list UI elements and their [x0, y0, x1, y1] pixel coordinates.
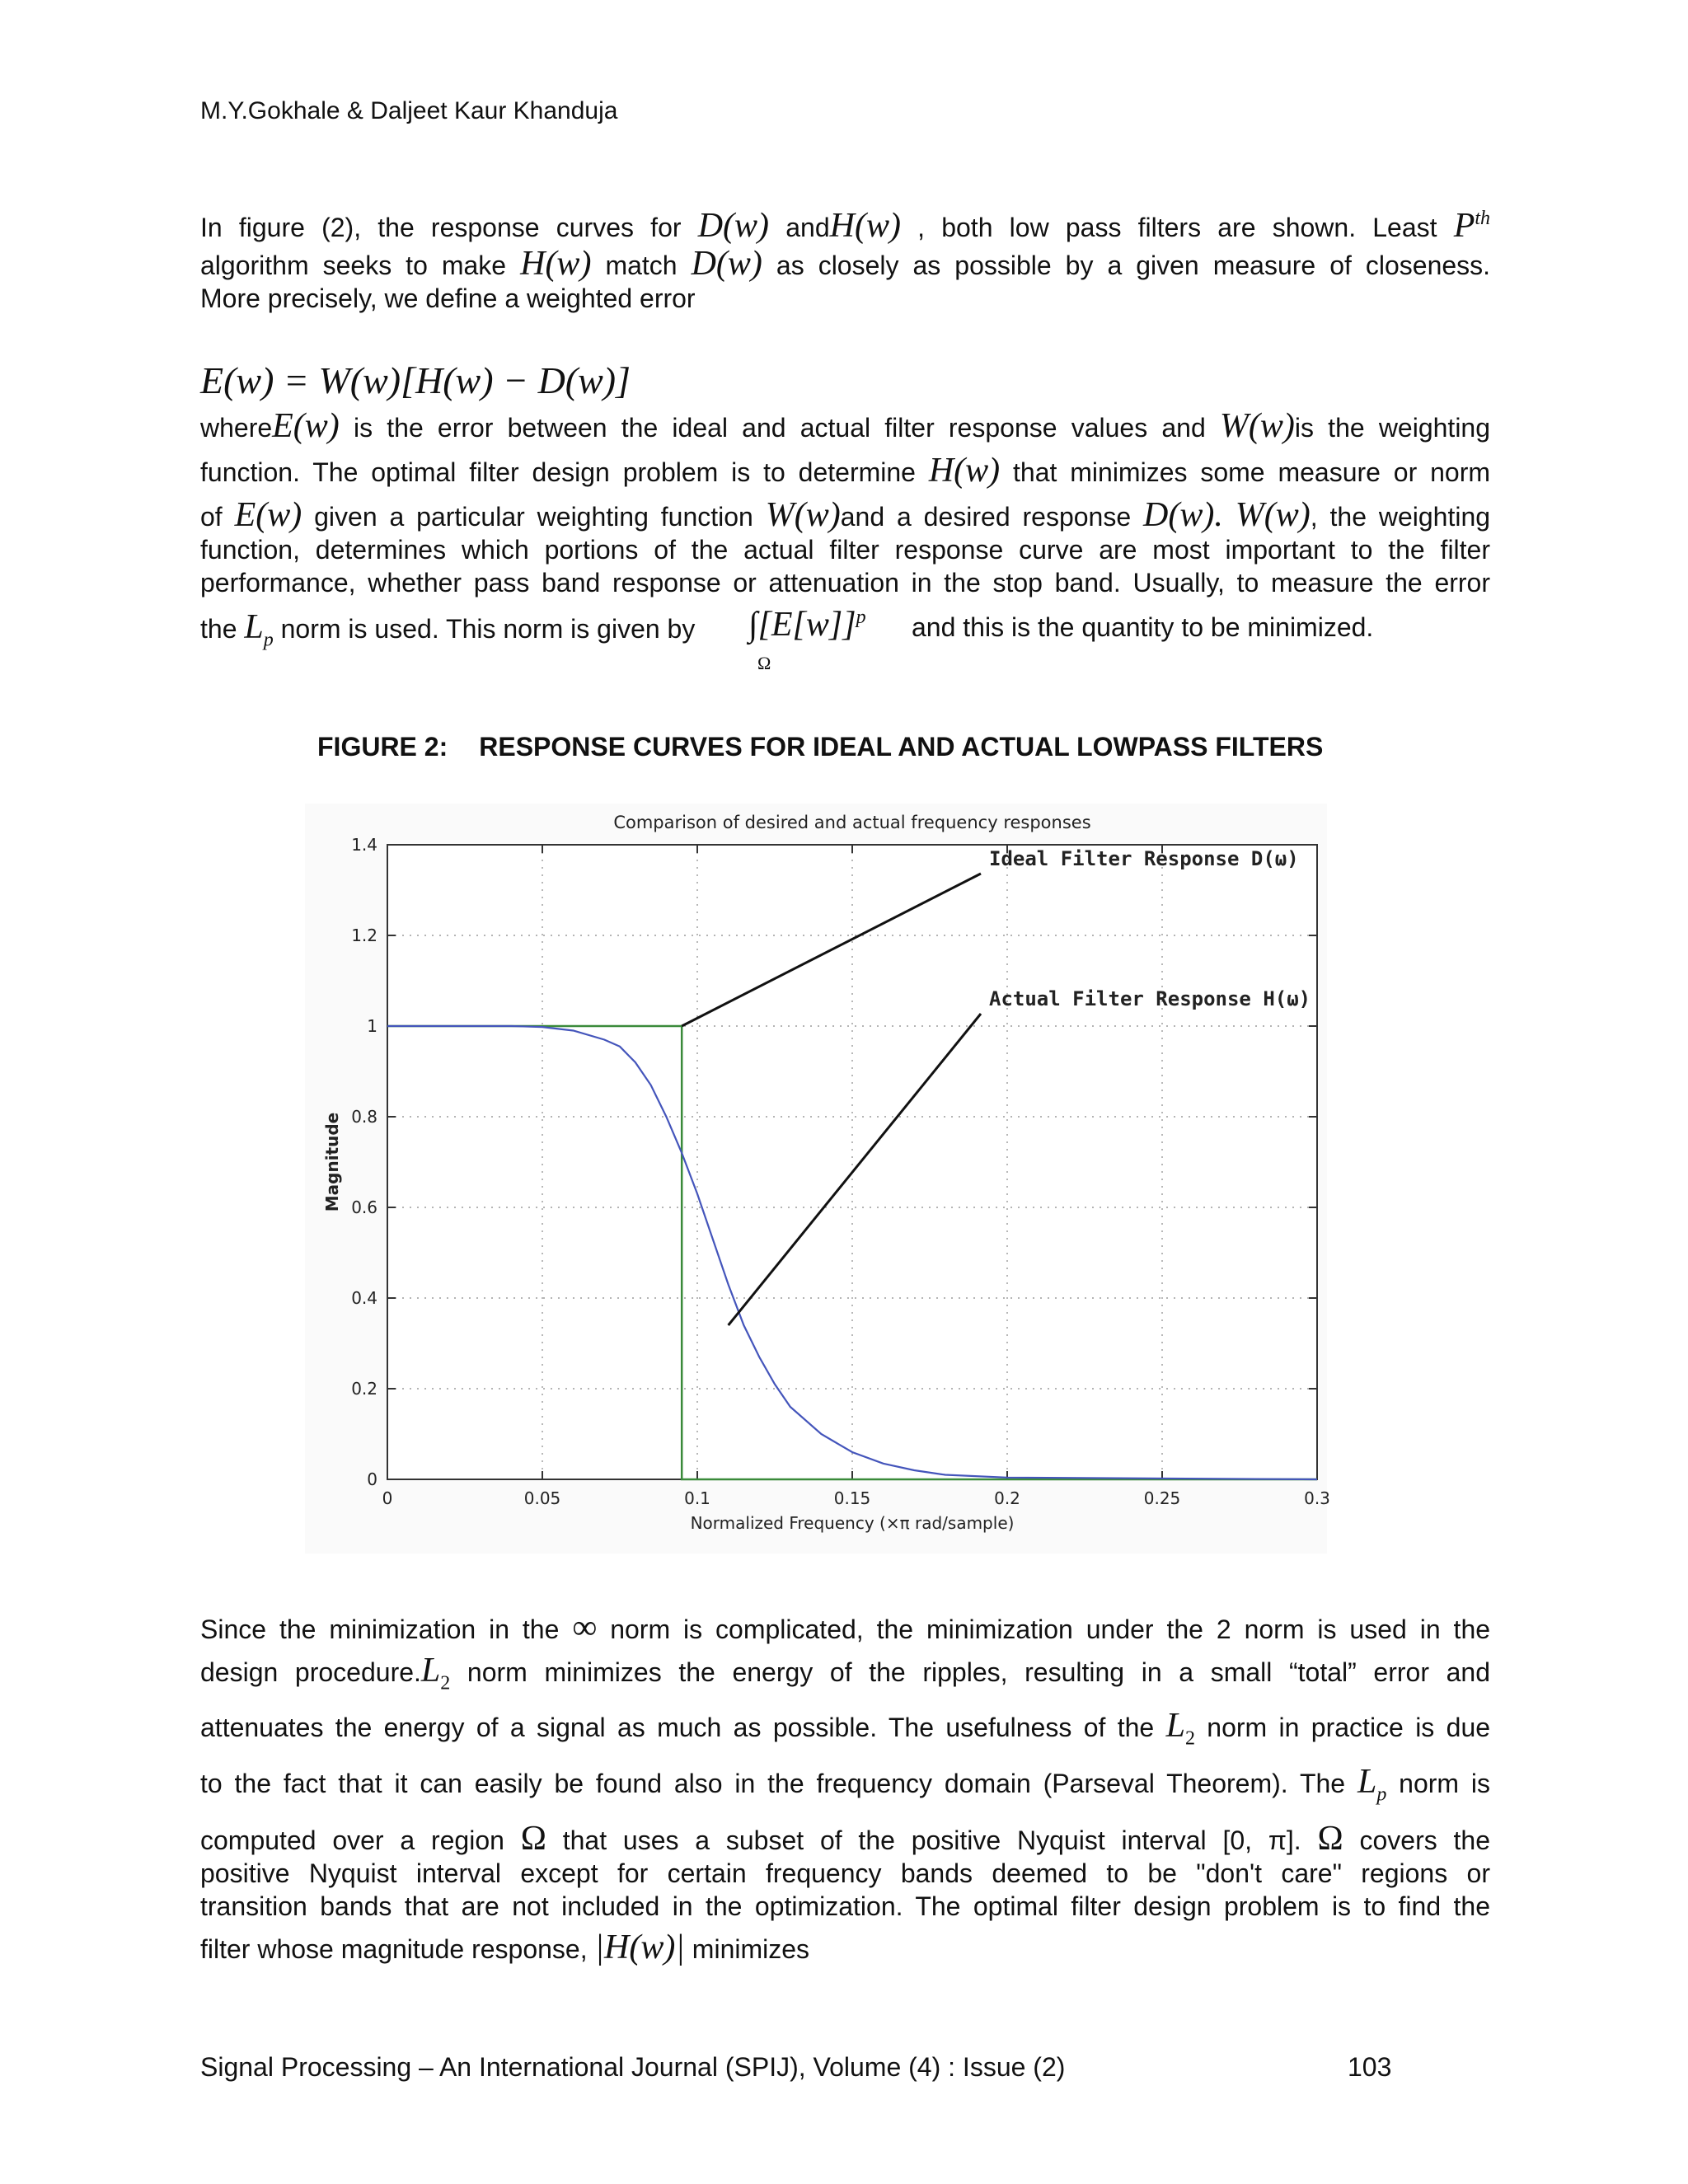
- paragraph-2-line-4: function, determines which portions of the actual filter response curve are most important to the filter: [200, 535, 1490, 565]
- y-tick-label: 0.6: [351, 1197, 377, 1217]
- math-integral: $\int[E[w]]^p$: [748, 606, 866, 644]
- paragraph-3-line-1: Since the minimization in the ∞ norm is complicated, the minimization under the 2 norm is used in the: [200, 1609, 1491, 1647]
- paragraph-3-line-2: design $procedure.L_2$ norm minimizes the energy of the ripples, resulting in a small “total” error and: [200, 1652, 1491, 1694]
- y-tick-label: 1.2: [351, 926, 377, 945]
- annotation-label: Ideal Filter Response D(ω): [989, 847, 1299, 870]
- text: and this is the quantity to be minimized.: [912, 612, 1374, 642]
- math-L-p: $L_p$: [244, 608, 274, 651]
- y-axis-label: Magnitude: [322, 1112, 342, 1212]
- paragraph-3-line-5: computed over a region Ω that uses a subset of the positive Nyquist interval [0, π]. Ω covers the: [200, 1820, 1491, 1858]
- paragraph-2-line-3: of E(w) given a particular weighting function W(w)and a desired response D(w). W(w), the weighting: [200, 496, 1491, 534]
- math-H-w: H(w): [829, 207, 901, 245]
- response-chart: [305, 804, 1330, 1554]
- text: as closely as possible by a given measure of closeness.: [776, 251, 1491, 280]
- math-D-w: D(w): [691, 245, 762, 283]
- paragraph-1-line-3: More precisely, we define a weighted error: [200, 284, 696, 313]
- x-tick-label: 0: [382, 1488, 393, 1508]
- paragraph-1-line-1: [200, 202, 1490, 244]
- math-omega-subscript: Ω: [757, 653, 771, 673]
- y-tick-label: 1: [367, 1016, 377, 1036]
- paragraph-3-line-7: transition bands that are not included in the optimization. The optimal filter design problem is to find the: [200, 1891, 1490, 1922]
- x-tick-label: 0.05: [523, 1488, 561, 1508]
- paragraph-2: [200, 407, 1491, 673]
- x-axis-label: Normalized Frequency (×π rad/sample): [690, 1513, 1015, 1533]
- running-header: M.Y.Gokhale & Daljeet Kaur Khanduja: [200, 97, 618, 124]
- text: algorithm seeks to make: [200, 251, 507, 280]
- annotation-label: Actual Filter Response H(ω): [989, 987, 1311, 1010]
- x-tick-label: 0.25: [1143, 1488, 1181, 1508]
- paragraph-2-line-1: whereE(w) is the error between the ideal and actual filter response values and W(w)is the weighting: [200, 407, 1491, 445]
- text: and: [785, 213, 830, 242]
- paragraph-3-line-8: filter whose magnitude response, |H(w)| minimizes: [200, 1929, 810, 1967]
- paragraph-1-line-2: [200, 247, 1490, 282]
- y-tick-label: 0.4: [351, 1288, 377, 1308]
- y-tick-label: 0.2: [351, 1379, 377, 1399]
- paragraph-2-line-6: the $L_p$ norm is used. This norm is given by $\int[E[w]]^p$ Ω and this is the quantity to be minimized.: [200, 611, 1490, 668]
- text: In figure (2), the response curves for: [200, 213, 682, 242]
- x-tick-label: 0.15: [833, 1488, 871, 1508]
- paragraph-3-line-4: to the fact that it can easily be found also in the frequency domain (Parseval Theorem). The $L_p$ norm is: [200, 1762, 1491, 1806]
- paragraph-1: [200, 202, 1490, 315]
- y-tick-label: 1.4: [351, 835, 377, 855]
- equation-weighted-error: E(w) = W(w)[H(w) − D(w)]: [200, 359, 631, 401]
- paragraph-3-line-3: attenuates the energy of a signal as much as possible. The usefulness of the $L_2$ norm in practice is due: [200, 1707, 1491, 1750]
- math-H-w: H(w): [520, 245, 592, 283]
- paragraph-3: [200, 1611, 1490, 1966]
- math-P-th: $P^{th}$: [1453, 207, 1491, 245]
- y-tick-label: 0: [367, 1469, 377, 1489]
- paragraph-3-line-6: positive Nyquist interval except for certain frequency bands deemed to be "don't care" regions or: [200, 1858, 1490, 1889]
- figure-caption: FIGURE 2: RESPONSE CURVES FOR IDEAL AND ACTUAL LOWPASS FILTERS: [317, 732, 1324, 762]
- paragraph-2-line-2: function. The optimal filter design problem is to determine H(w) that minimizes some measure or norm: [200, 452, 1491, 490]
- x-tick-label: 0.1: [684, 1488, 710, 1508]
- text: match: [605, 251, 678, 280]
- x-tick-label: 0.2: [994, 1488, 1020, 1508]
- math-D-w: D(w): [697, 207, 770, 245]
- text: , both low pass filters are shown. Least: [917, 213, 1437, 242]
- footer-journal: Signal Processing – An International Journal (SPIJ), Volume (4) : Issue (2): [200, 2052, 1066, 2082]
- page-number: 103: [1348, 2052, 1392, 2082]
- x-tick-label: 0.3: [1304, 1488, 1330, 1508]
- y-tick-label: 0.8: [351, 1107, 377, 1127]
- paragraph-2-line-5: performance, whether pass band response or attenuation in the stop band. Usually, to measure the error: [200, 568, 1490, 598]
- chart-title: Comparison of desired and actual frequency responses: [613, 813, 1091, 832]
